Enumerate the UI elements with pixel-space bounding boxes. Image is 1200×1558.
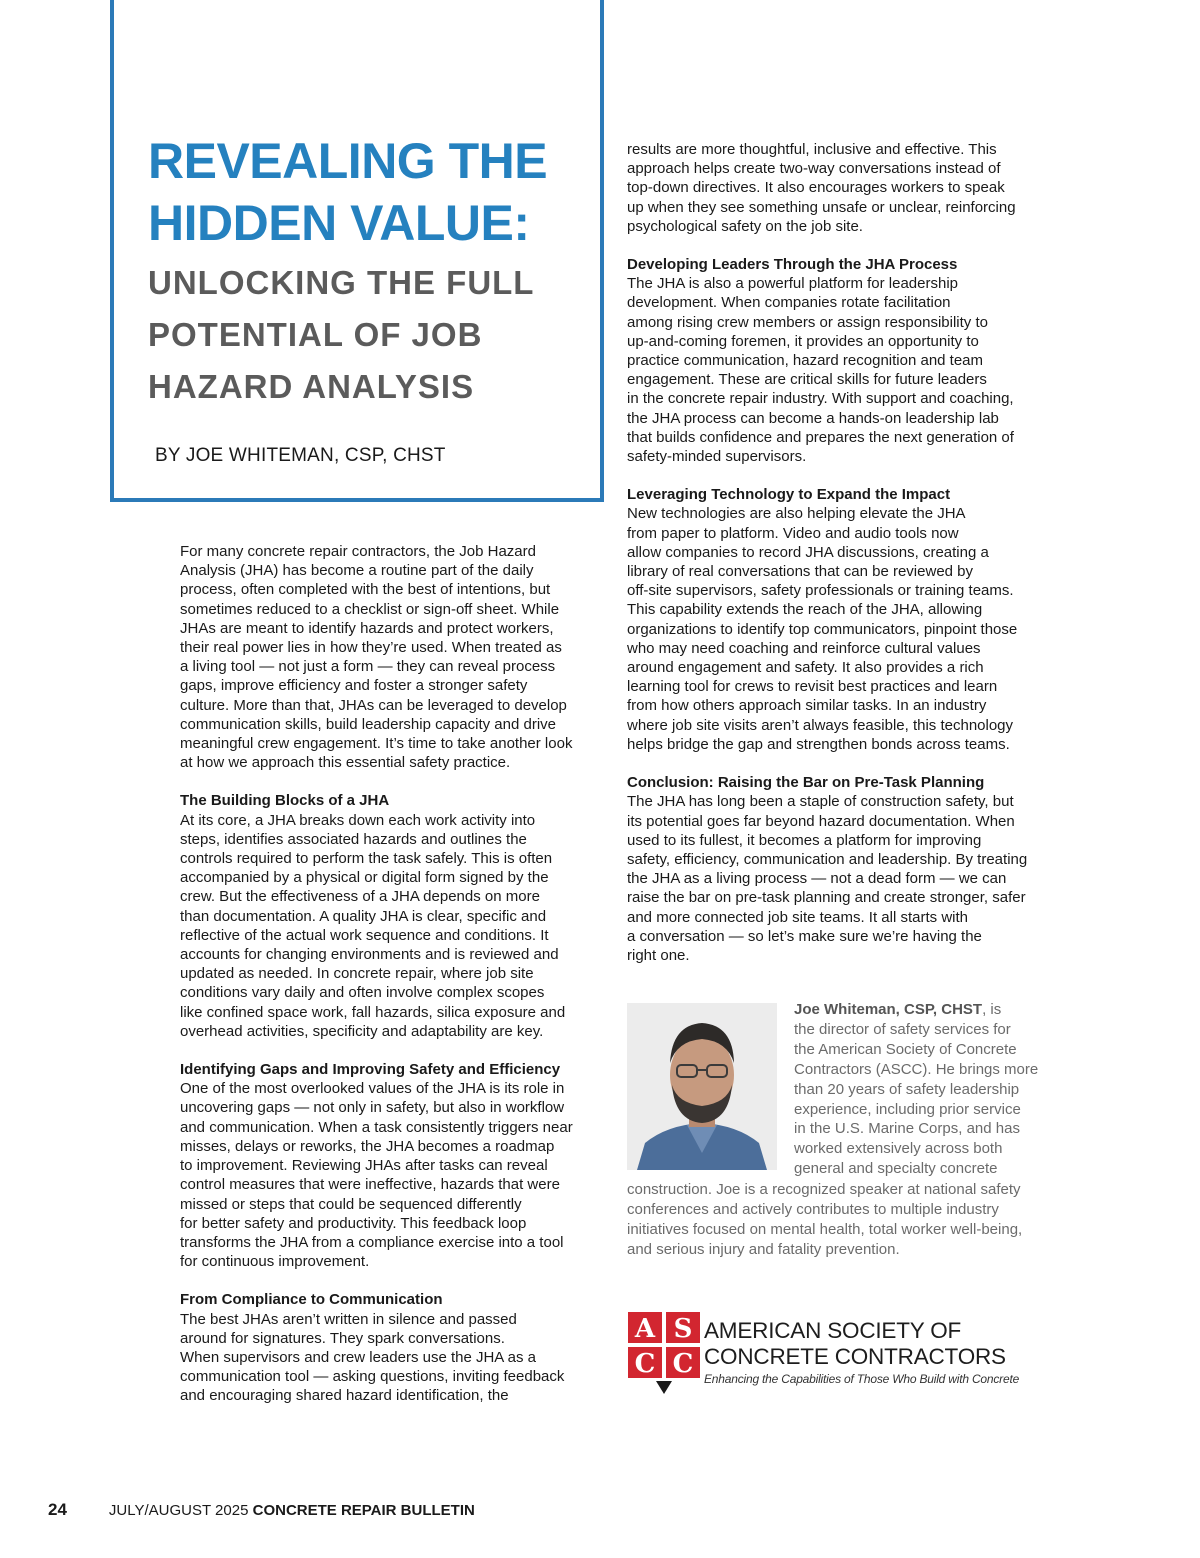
section-body-building-blocks: At its core, a JHA breaks down each work activity into steps, identifies associated hazards and outlines the controls required to perform the task safely. This is often accompanied by a physical or digital form signed by the crew. But the effectiveness of a JHA depends on more than documentation. A quality JHA is clear, specific and reflective of the actual work sequence and conditions. It accounts for changing environments and is reviewed and updated as needed. In concrete repair, where job site conditions vary daily and often involve complex scopes like confined space work, fall hazards, silica exposure and overhead activities, specificity and adaptability are key.: [180, 811, 566, 1040]
section-body-developing-leaders: The JHA is also a powerful platform for leadership development. When companies rotate facilitation among rising crew members or assign responsibility to up-and-coming foremen, it provides an opportunity to practice communication, hazard recognition and team engagement. These are critical skills for future leaders in the concrete repair industry. With support and coaching, the JHA process can become a hands-on leadership lab that builds confidence and prepares the next generation of safety-minded supervisors.: [627, 275, 1014, 466]
title-line-1: REVEALING THE: [148, 133, 548, 189]
section-body-compliance: The best JHAs aren’t written in silence and passed around for signatures. They spark conversations. When supervisors and crew leaders use the JHA as a communication tool — asking questions, inviting feedback and encouraging shared hazard identification, the: [180, 1310, 565, 1405]
section-heading-identifying-gaps: Identifying Gaps and Improving Safety and Efficiency: [180, 1061, 561, 1079]
section-body-technology: New technologies are also helping elevate the JHA from paper to platform. Video and audio tools now allow companies to record JHA discussions, creating a library of real conversations that can be reviewed by off-site supervisors, safety professionals or training teams. This capability extends the reach of the JHA, allowing organizations to identify top communicators, pinpoint those who may need coaching and reinforce cultural values around engagement and safety. It also provides a rich learning tool for crews to revisit best practices and learn from how others approach similar tasks. In an industry where job site visits aren’t always feasible, this technology helps bridge the gap and strengthen bonds across teams.: [627, 505, 1018, 753]
section-heading-technology: Leveraging Technology to Expand the Impact: [627, 486, 951, 504]
author-portrait-icon: [627, 1003, 777, 1170]
section-heading-compliance: From Compliance to Communication: [180, 1291, 443, 1309]
logo-letter-3: C: [634, 1349, 656, 1379]
page-footer: [48, 1500, 475, 1520]
section-heading-developing-leaders: Developing Leaders Through the JHA Process: [627, 256, 958, 274]
publication-name: CONCRETE REPAIR BULLETIN: [252, 1502, 475, 1519]
section-body-identifying-gaps: One of the most overlooked values of the JHA is its role in uncovering gaps — not only in safety, but also in workflow and communication. When a task consistently triggers near misses, delays or reworks, the JHA becomes a roadmap to improvement. Reviewing JHAs after tasks can reveal control measures that were ineffective, hazards that were missed or steps that could be sequenced differently for better safety and productivity. This feedback loop transforms the JHA from a compliance exercise into a tool for continuous improvement.: [180, 1080, 573, 1271]
section-heading-conclusion: Conclusion: Raising the Bar on Pre-Task Planning: [627, 774, 985, 792]
logo-letter-1: A: [634, 1314, 656, 1344]
section-heading-building-blocks: The Building Blocks of a JHA: [180, 792, 390, 810]
logo-letter-2: S: [673, 1314, 693, 1344]
author-name: Joe Whiteman, CSP, CHST: [794, 1001, 983, 1018]
logo-tagline: Enhancing the Capabilities of Those Who Build with Concrete: [704, 1372, 1020, 1386]
subtitle-line-3: HAZARD ANALYSIS: [148, 368, 475, 405]
logo-letter-4: C: [672, 1349, 694, 1379]
issue-date: JULY/AUGUST 2025: [108, 1502, 249, 1519]
title-line-2: HIDDEN VALUE:: [148, 195, 530, 251]
ascc-logo-text: [704, 1318, 1044, 1386]
intro-paragraph: For many concrete repair contractors, the Job Hazard Analysis (JHA) has become a routine part of the daily process, often completed with the best of intentions, but sometimes reduced to a checklist or sign-off sheet. While JHAs are meant to identify hazards and protect workers, their real power lies in how they’re used. When treated as a living tool — not just a form — they can reveal process gaps, improve efficiency and foster a stronger safety culture. More than that, JHAs can be leveraged to develop communication skills, build leadership capacity and drive meaningful crew engagement. It’s time to take another look at how we approach this essential safety practice.: [180, 543, 573, 772]
article-subtitle: [148, 257, 588, 413]
author-photo: [627, 1003, 777, 1170]
author-bio-text-top: , is the director of safety services for the American Society of Concrete Contractors (ASCC). He brings more than 20 years of safety leadership experience, including prior service in the U.S. Marine Corps, and has worked extensively across both general and specialty concrete: [794, 1001, 1039, 1178]
subtitle-line-1: UNLOCKING THE FULL: [148, 264, 535, 301]
page-number: 24: [48, 1500, 67, 1519]
subtitle-line-2: POTENTIAL OF JOB: [148, 316, 483, 353]
right-column: [627, 140, 1067, 965]
continuation-paragraph: results are more thoughtful, inclusive and effective. This approach helps create two-way conversations instead of top-down directives. It also encourages workers to speak up when they see something unsafe or unclear, reinforcing psychological safety on the job site.: [627, 141, 1016, 235]
author-bio-bottom: construction. Joe is a recognized speaker at national safety conferences and actively contributes to multiple industry initiatives focused on mental health, total worker well-being, and serious injury and fatality prevention.: [627, 1181, 1023, 1258]
left-column: [180, 542, 605, 1406]
section-body-conclusion: The JHA has long been a staple of construction safety, but its potential goes far beyond hazard documentation. When used to its fullest, it becomes a platform for improving safety, efficiency, communication and leadership. By treating the JHA as a living process — not a dead form — we can raise the bar on pre-task planning and create stronger, safer and more connected job site teams. It all starts with a conversation — so let’s make sure we’re having the right one.: [627, 793, 1028, 964]
logo-line-1: AMERICAN SOCIETY OF: [704, 1318, 962, 1343]
byline: BY JOE WHITEMAN, CSP, CHST: [155, 445, 446, 466]
author-bio-top: [794, 1000, 1064, 1179]
logo-line-2: CONCRETE CONTRACTORS: [704, 1344, 1006, 1369]
article-title: [148, 130, 588, 254]
